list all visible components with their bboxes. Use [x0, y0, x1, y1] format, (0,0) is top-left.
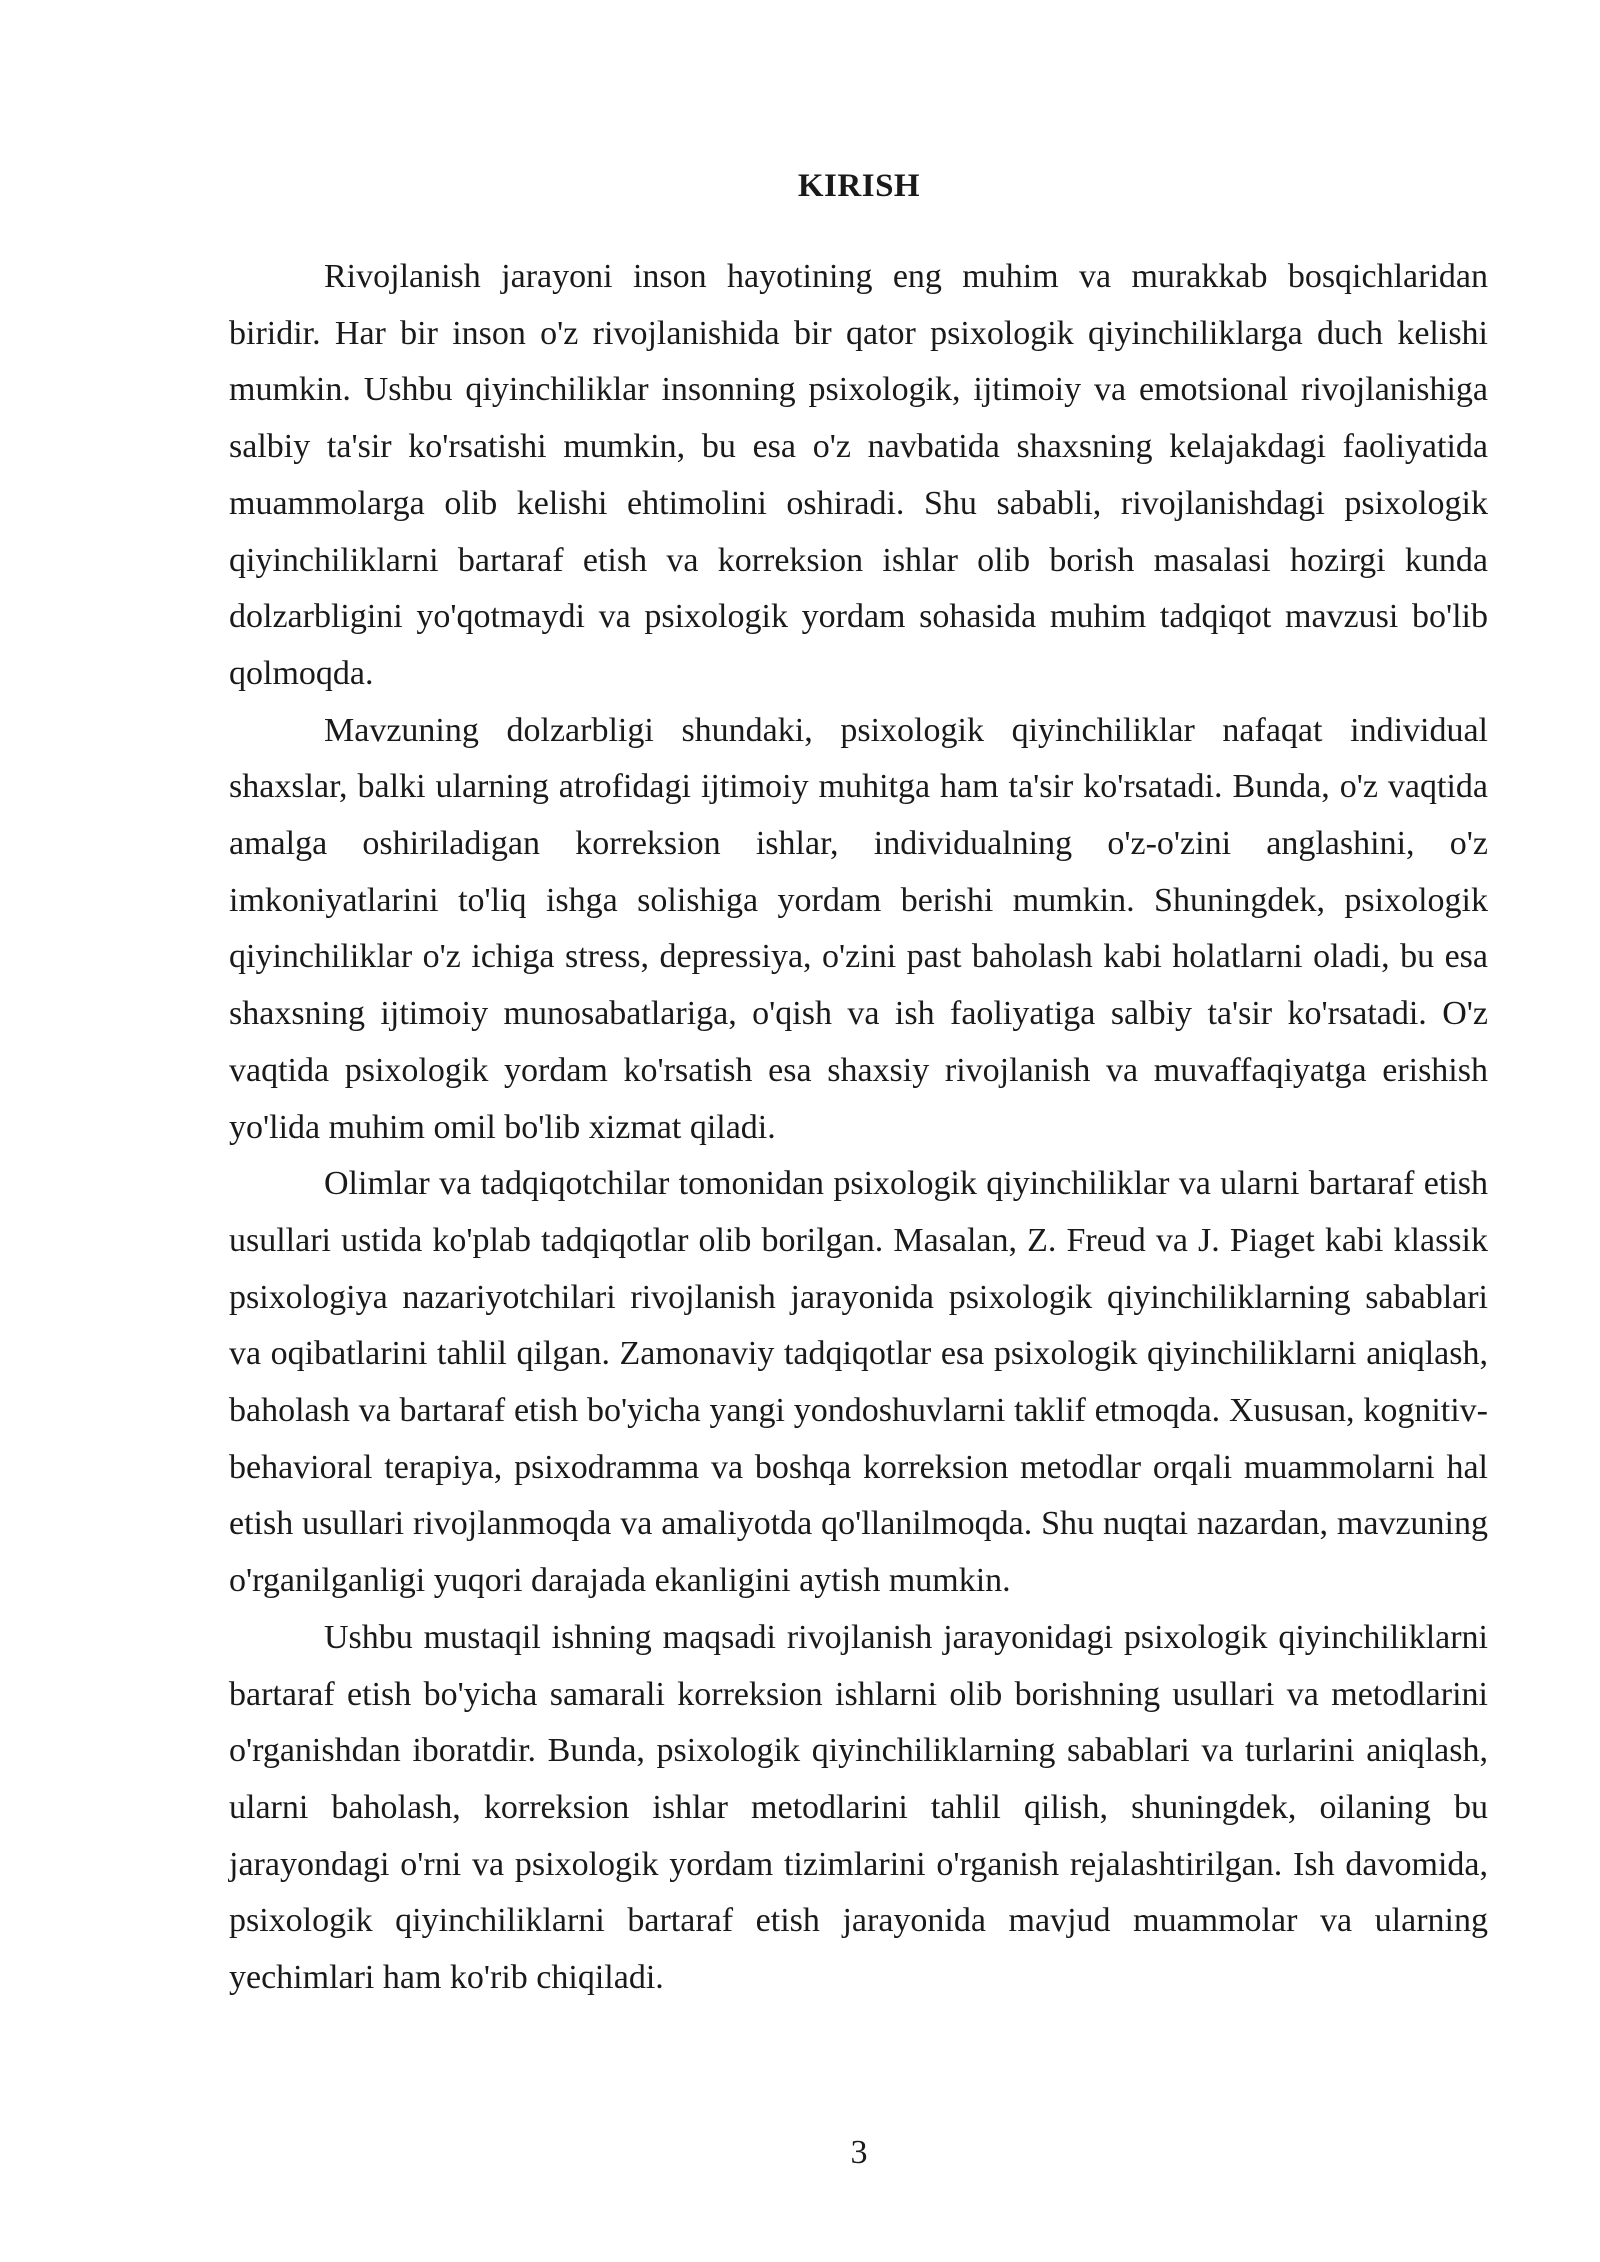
section-title: KIRISH	[797, 168, 921, 204]
paragraph-1: Rivojlanish jarayoni inson hayotining eng muhim va murakkab bosqichlaridan biridir. Har bir inson o'z rivojlanishida bir qator psixologik qiyinchiliklarga duch kelishi mumkin. Ushbu qiyinchiliklar insonning psixologik, ijtimoiy va emotsional rivojlanishiga salbiy ta'sir ko'rsatishi mumkin, bu esa o'z navbatida shaxsning kelajakdagi faoliyatida muammolarga olib kelishi ehtimolini oshiradi. Shu sababli, rivojlanishdagi psixologik qiyinchiliklarni bartaraf etish va korreksion ishlar olib borish masalasi hozirgi kunda dolzarbligini yo'qotmaydi va psixologik yordam sohasida muhim tadqiqot mavzusi bo'lib qolmoqda.	[229, 258, 1488, 692]
page-number: 3	[850, 2134, 868, 2171]
paragraph-3: Olimlar va tadqiqotchilar tomonidan psixologik qiyinchiliklar va ularni bartaraf etish usullari ustida ko'plab tadqiqotlar olib borilgan. Masalan, Z. Freud va J. Piaget kabi klassik psixologiya nazariyotchilari rivojlanish jarayonida psixologik qiyinchiliklarning sabablari va oqibatlarini tahlil qilgan. Zamonaviy tadqiqotlar esa psixologik qiyinchiliklarni aniqlash, baholash va bartaraf etish bo'yicha yangi yondoshuvlarni taklif etmoqda. Xususan, kognitiv-behavioral terapiya, psixodramma va boshqa korreksion metodlar orqali muammolarni hal etish usullari rivojlanmoqda va amaliyotda qo'llanilmoqda. Shu nuqtai nazardan, mavzuning o'rganilganligi yuqori darajada ekanligini aytish mumkin.	[229, 1165, 1488, 1600]
paragraph-2: Mavzuning dolzarbligi shundaki, psixologik qiyinchiliklar nafaqat individual shaxslar, balki ularning atrofidagi ijtimoiy muhitga ham ta'sir ko'rsatadi. Bunda, o'z vaqtida amalga oshiriladigan korreksion ishlar, individualning o'z-o'zini anglashini, o'z imkoniyatlarini to'liq ishga solishiga yordam berishi mumkin. Shuningdek, psixologik qiyinchiliklar o'z ichiga stress, depressiya, o'zini past baholash kabi holatlarni oladi, bu esa shaxsning ijtimoiy munosabatlariga, o'qish va ish faoliyatiga salbiy ta'sir ko'rsatadi. O'z vaqtida psixologik yordam ko'rsatish esa shaxsiy rivojlanish va muvaffaqiyatga erishish yo'lida muhim omil bo'lib xizmat qiladi.	[229, 711, 1488, 1146]
body-text	[229, 249, 1488, 2007]
paragraph-4: Ushbu mustaqil ishning maqsadi rivojlanish jarayonidagi psixologik qiyinchiliklarni bartaraf etish bo'yicha samarali korreksion ishlarni olib borishning usullari va metodlarini o'rganishdan iboratdir. Bunda, psixologik qiyinchiliklarning sabablari va turlarini aniqlash, ularni baholash, korreksion ishlar metodlarini tahlil qilish, shuningdek, oilaning bu jarayondagi o'rni va psixologik yordam tizimlarini o'rganish rejalashtirilgan. Ish davomida, psixologik qiyinchiliklarni bartaraf etish jarayonida mavjud muammolar va ularning yechimlari ham ko'rib chiqiladi.	[229, 1618, 1488, 1997]
